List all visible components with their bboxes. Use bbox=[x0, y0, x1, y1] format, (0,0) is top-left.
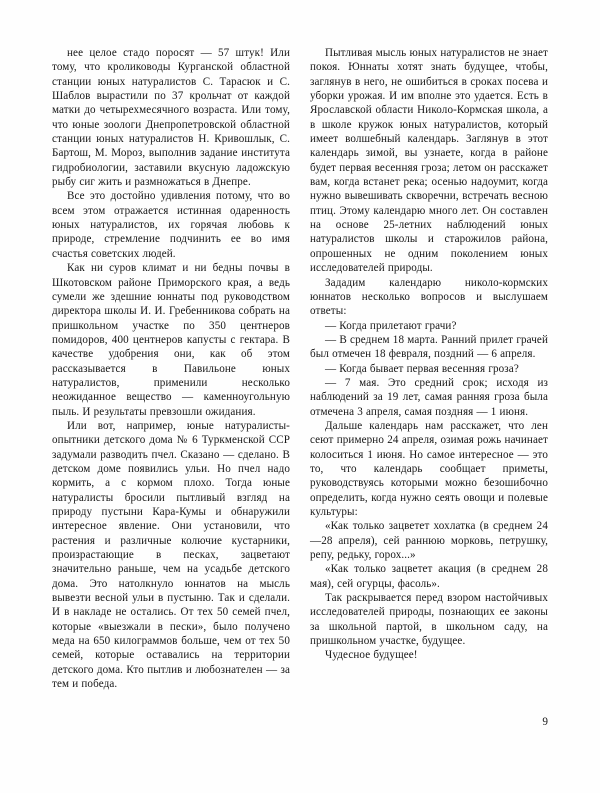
quote-paragraph: «Как только зацветет акация (в среднем 28 мая), сей огурцы, фасоль». bbox=[310, 563, 548, 590]
text-columns bbox=[52, 46, 548, 696]
answer-line: — 7 мая. Это средний срок; исходя из наблюдений за 19 лет, самая ранняя гроза была отмечена 3 апреля, самая поздняя — 1 июня. bbox=[310, 376, 548, 418]
paragraph: Или вот, например, юные натуралисты-опытники детского дома № 6 Туркменской ССР задумали разводить пчел. Сказано — сделано. В детском доме появились ульи. Но пчел надо кормить, а с кормом плохо. Тогда юные натуралисты бросили пытливый взгляд на природу пустыни Кара-Кумы и обнаружили интересное явление. Они установили, что растения и различные колючие кустарники, произрастающие в песках, зацветают значительно раньше, чем на усадьбе детского дома. Это натолкнуло юннатов на мысль вывезти весной ульи в пустыню. Так и сделали. И в накладе не остались. От тех 50 семей пчел, которые «выезжали в пески», было получено меда на 650 килограммов больше, чем от тех 50 семей, которые оставались на территории детского дома. Кто пытлив и любознателен — за тем и победа. bbox=[52, 419, 290, 691]
closing-line: Чудесное будущее! bbox=[325, 649, 418, 662]
paragraph: Дальше календарь нам расскажет, что лен сеют примерно 24 апреля, озимая рожь начинает колоситься 1 июня. Но самое интересное — это то, что календарь сообщает приметы, руководствуясь которыми можно безошибочно определить, когда нужно сеять овощи и полевые культуры: bbox=[310, 419, 548, 518]
paragraph: Так раскрывается перед взором настойчивых исследователей природы, познающих ее законы за школьной партой, в школьном саду, на пришкольном участке, будущее. bbox=[310, 592, 548, 648]
right-column bbox=[310, 46, 548, 663]
paragraph: Все это достойно удивления потому, что во всем этом отражается истинная одаренность юных натуралистов, их горячая любовь к природе, стремление подчинить ее во имя счастья советских людей. bbox=[52, 190, 290, 260]
paragraph: Пытливая мысль юных натуралистов не знает покоя. Юннаты хотят знать будущее, чтобы, заглянув в него, не ошибиться в сроках посева и уборки урожая. И им вполне это удается. Есть в Ярославской области Николо-Кормская школа, а в школе кружок юных натуралистов, который имеет волшебный календарь. Заглянув в этот календарь зимой, вы узнаете, когда в районе будет первая весенняя гроза; летом он расскажет вам, когда встанет река; осенью надоумит, когда нужно вывешивать скворечни, встречать весною птиц. Этому календарю много лет. Он составлен на основе 25-летних наблюдений юных натуралистов школы и старожилов района, опрошенных не одним поколением юных исследователей природы. bbox=[310, 47, 548, 275]
answer-line: — В среднем 18 марта. Ранний прилет грачей был отмечен 18 февраля, поздний — 6 апреля. bbox=[310, 333, 548, 361]
quote-paragraph: «Как только зацветет хохлатка (в среднем 24—28 апреля), сей раннюю морковь, петрушку, репу, редьку, горох...» bbox=[310, 520, 548, 562]
paragraph: нее целое стадо поросят — 57 штук! Или тому, что кролиководы Курганской областной станции юных натуралистов С. Тарасюк и С. Шаблов вырастили по 37 крольчат от каждой матки до четырехмесячного возраста. Или тому, что юные зоологи Днепропетровской областной станции юных натуралистов Н. Кривошлык, С. Бартош, М. Мороз, выполнив задание института гидробиологии, заставили вкусную ладожскую рыбу сиг жить и размножаться в Днепре. bbox=[52, 47, 290, 189]
page-number: 9 bbox=[542, 716, 548, 728]
paragraph: Зададим календарю николо-кормских юннатов несколько вопросов и выслушаем ответы: bbox=[310, 276, 548, 318]
question-line: — Когда прилетают грачи? bbox=[325, 319, 457, 332]
left-column bbox=[52, 46, 290, 691]
question-line: — Когда бывает первая весенняя гроза? bbox=[325, 362, 519, 375]
paragraph: Как ни суров климат и ни бедны почвы в Шкотовском районе Приморского края, а ведь сумели же здешние юннаты под руководством директора школы И. И. Гребенникова собрать на пришкольном участке по 350 центнеров помидоров, 400 центнеров капусты с гектара. В качестве удобрения они, как об этом рассказывается в Павильоне юных натуралистов, применили несколько неожиданное вещество — каменноугольную пыль. И результаты превзошли ожидания. bbox=[52, 262, 290, 418]
